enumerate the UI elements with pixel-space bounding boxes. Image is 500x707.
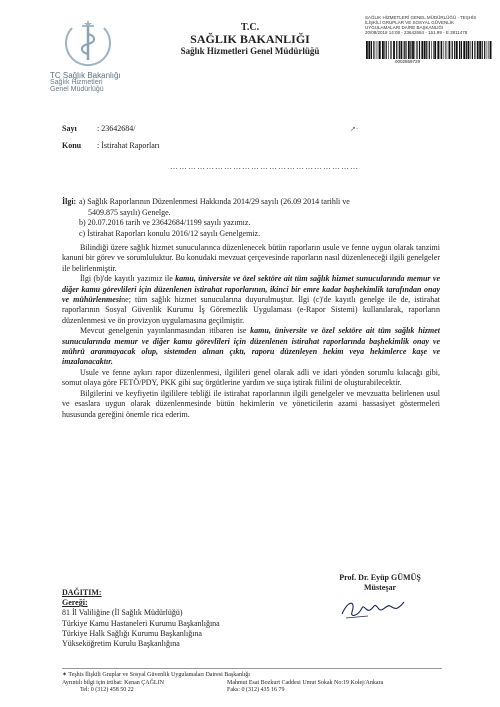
sayi-value: : 23642684/ — [97, 124, 136, 133]
barcode-bar — [456, 41, 458, 59]
ilgi-a2: 5409.875 sayılı) Genelge. — [88, 207, 171, 217]
signatory-name: Prof. Dr. Eyüp GÜMÜŞ — [339, 573, 421, 582]
barcode-bar — [477, 41, 479, 59]
barcode-bar — [482, 41, 483, 59]
barcode-bar — [449, 41, 451, 59]
barcode-bar — [401, 41, 403, 59]
barcode-bar — [447, 41, 448, 59]
barcode-bar — [487, 41, 488, 59]
footer — [62, 672, 442, 695]
letterhead — [150, 22, 350, 57]
header-tc: T.C. — [240, 22, 260, 33]
konu-value: : İstirahat Raporları — [97, 141, 160, 150]
paragraph-3: Mevcut genelgenin yayınlanmasından itibaren ise kamu, üniversite ve özel sektöre ait tüm sağlık hizmet sunucularında memur ve diğer kamu görevlileri için düzenlenen istirahat raporlarında başhekimlik onay ve mührü aranmayacak olup, sistemden alınan çıktı, raporu düzenleyen hekim veya hekimlerce kaşe ve imzalanacaktır. — [62, 326, 440, 367]
barcode-bar — [444, 41, 445, 59]
ilgi-b: b) 20.07.2016 tarih ve 23642684/1199 sayılı yazımız. — [79, 218, 251, 227]
barcode-bar — [484, 41, 485, 59]
barcode-bar — [441, 41, 442, 59]
header-directorate: Sağlık Hizmetleri Genel Müdürlüğü — [180, 46, 320, 56]
ilgi-c: c) İstirahat Raporları konulu 2016/12 sayılı Genelgemiz. — [79, 228, 261, 238]
margin-mark: ↗· — [350, 125, 359, 133]
barcode-bar — [470, 41, 471, 59]
barcode-bar — [378, 41, 379, 59]
barcode-bar — [410, 41, 411, 59]
barcode-bar — [421, 41, 423, 59]
barcode-bar — [384, 41, 385, 59]
barcode-bar — [429, 41, 430, 59]
distribution-gereği: Gereği: — [62, 598, 88, 608]
ilgi-label: İlgi: — [62, 197, 77, 206]
barcode-bar — [424, 41, 426, 59]
paragraph-1: Bilindiği üzere sağlık hizmet sunucularınca düzenlenecek bütün raporların usule ve fenne uygun olarak tanzimi kanuni bir görev ve sorumluluktur. Bu konudaki mevzuat çerçevesinde raporların nasıl düzenleneceği ilgili genelgeler ile belirlenmiştir. — [62, 243, 440, 273]
barcode-bar — [390, 41, 391, 59]
barcode-bar — [463, 41, 465, 59]
footer-contact-row — [62, 680, 442, 688]
barcode-bar — [412, 41, 414, 59]
logo-name: TC Sağlık Bakanlığı — [50, 71, 121, 80]
barcode-bar — [479, 41, 481, 59]
barcode-bar — [474, 41, 475, 59]
barcode-bar — [461, 41, 462, 59]
barcode-bar — [431, 41, 432, 59]
barcode-bar — [405, 41, 406, 59]
barcode-bar — [396, 41, 397, 59]
barcode-bar — [408, 41, 410, 59]
footer-contact: Ayrıntılı bilgi için irtibat: Kenan ÇAĞLIN — [62, 679, 164, 686]
barcode-bar — [399, 41, 400, 59]
star-icon: ✶ — [62, 672, 69, 678]
barcode-bar — [393, 41, 395, 59]
barcode-number: 0002869729 — [395, 59, 421, 64]
barcode-bar — [452, 41, 453, 59]
barcode-bar — [437, 41, 439, 59]
footer-fax: Faks: 0 (312) 435 16 79 — [227, 687, 285, 693]
distribution-item: 81 İl Valiliğine (İl Sağlık Müdürlüğü) — [62, 608, 183, 618]
registry-line2: İLİŞKİLİ GRUPLAR VE SOSYAL GÜVENLİK — [365, 20, 455, 25]
barcode-bar — [445, 41, 446, 59]
barcode-bar — [368, 41, 370, 59]
barcode-bar — [376, 41, 377, 59]
barcode — [366, 41, 492, 59]
footer-dept: ✶ Teşhis İlişkili Gruplar ve Sosyal Güvenlik Uygulamaları Dairesi Başkanlığı — [62, 672, 250, 678]
barcode-bar — [419, 41, 420, 59]
logo-sub2: Genel Müdürlüğü — [50, 86, 104, 93]
distribution-block — [62, 588, 220, 649]
address-placeholder: ……………………………………………………… — [170, 162, 359, 171]
barcode-bar — [489, 41, 490, 59]
barcode-bar — [366, 41, 368, 59]
footer-divider — [62, 668, 442, 669]
footer-phone-row — [62, 687, 442, 695]
konu-label: Konu — [62, 141, 82, 150]
footer-address: Mahmut Esat Bozkurt Caddesi Umut Sokak No:19 Kolej/Ankara — [227, 679, 384, 686]
distribution-heading: DAĞITIM: — [62, 588, 102, 597]
handwritten-signature — [338, 594, 408, 622]
barcode-bar — [373, 41, 374, 59]
distribution-item: Türkiye Kamu Hastaneleri Kurumu Başkanlığına — [62, 618, 220, 628]
paragraph-2: İlgi (b)'de kayıtlı yazımız ile kamu, üniversite ve özel sektöre ait tüm sağlık hizmet sunucularında memur ve diğer kamu görevlileri için düzenlenen istirahat raporlarının, ikinci bir emre kadar başhekimlik tarafından onay ve mühürlenmesine; tüm sağlık hizmet sunucularına duyurulmuştur. İlgi (c)'de kayıtlı genelge ile de, istirahat raporlarının Sosyal Güvenlik Kurumu İş Göremezlik Uygulaması (e-Rapor Sistemi) kullanılarak, raporların düzenlenmesi ve ön provizyon uygulamasına geçilmiştir. — [62, 274, 440, 325]
letter-body — [62, 243, 440, 420]
barcode-bar — [371, 41, 372, 59]
barcode-bar — [434, 41, 436, 59]
ilgi-block — [62, 197, 442, 239]
header-ministry: SAĞLIK BAKANLIĞI — [190, 32, 310, 46]
registry-line1: SAĞLIK HİZMETLERİ GENEL MÜDÜRLÜĞÜ - TEŞHİS — [365, 15, 477, 20]
barcode-bar — [386, 41, 387, 59]
barcode-bar — [426, 41, 427, 59]
signature-block — [320, 573, 440, 593]
logo-sub1: Sağlık Hizmetleri — [50, 79, 103, 86]
registry-line4: 20/08/2018 14:08 - 23642684 - 151.99 - E.3811478 — [365, 30, 468, 35]
sayi-label: Sayı — [62, 124, 77, 133]
paragraph-4: Usule ve fenne aykırı rapor düzenlenmesi, ilgilileri genel olarak adli ve idari yönden sorumlu kılacağı gibi, somut olaya göre FETÖ/PDY, PKK gibi suç örgütlerine yardım ve suça iştirak fiilini de oluşturabilecektir. — [62, 367, 440, 388]
barcode-bar — [468, 41, 470, 59]
barcode-bar — [490, 41, 492, 59]
barcode-bar — [472, 41, 473, 59]
sayi-line — [62, 124, 135, 133]
signatory-title: Müsteşar — [364, 583, 396, 592]
ministry-logo — [58, 20, 118, 72]
registry-stamp — [365, 15, 495, 35]
distribution-item: Türkiye Halk Sağlığı Kurumu Başkanlığına — [62, 628, 202, 638]
barcode-bar — [379, 41, 381, 59]
barcode-bar — [433, 41, 434, 59]
footer-tel: Tel: 0 (312) 458 50 22 — [80, 687, 134, 693]
registry-line3: UYGULAMALARI DAİRE BAŞKANLIĞI — [365, 25, 444, 30]
logo-caption — [50, 72, 121, 93]
barcode-bar — [440, 41, 441, 59]
barcode-bar — [416, 41, 417, 59]
distribution-item: Yükseköğretim Kurulu Başkanlığına — [62, 639, 180, 649]
barcode-bar — [466, 41, 467, 59]
paragraph-5: Bilgilerini ve keyfiyetin ilgililere tebliği ile istirahat raporlarının ilgili genelgeler ve mevzuatta belirlenen usul ve esaslara uygun olarak düzenlenmesinde bütün hekimlerin ve yöneticilerin azami hassasiyet göstermeleri hususunda gereğini önemle rica ederim. — [62, 388, 440, 419]
barcode-bar — [454, 41, 455, 59]
barcode-bar — [382, 41, 384, 59]
barcode-bar — [388, 41, 389, 59]
barcode-bar — [404, 41, 405, 59]
konu-line — [62, 141, 160, 150]
ilgi-a: a) Sağlık Raporlarının Düzenlenmesi Hakkında 2014/29 sayılı (26.09 2014 tarihli ve — [79, 197, 350, 206]
barcode-bar — [415, 41, 416, 59]
barcode-bar — [391, 41, 392, 59]
barcode-bar — [459, 41, 460, 59]
